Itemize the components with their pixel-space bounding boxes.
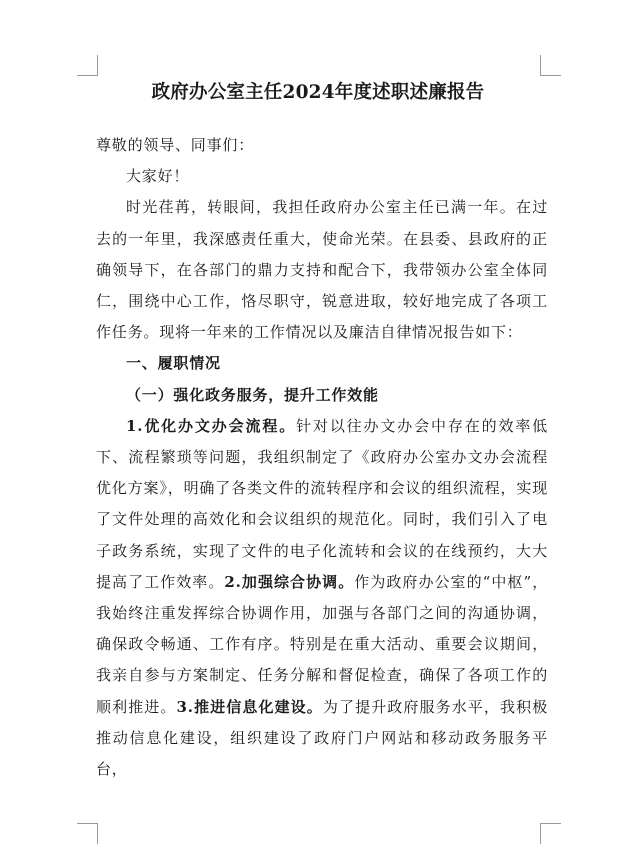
subsection-heading-service: （一）强化政务服务，提升工作效能 <box>126 385 379 404</box>
crop-mark-bottom-right <box>540 823 561 844</box>
crop-mark-bottom-left <box>77 823 98 844</box>
item-3-title: 3.推进信息化建设。 <box>176 697 323 716</box>
section-heading-performance: 一、履职情况 <box>126 354 221 373</box>
crop-mark-top-left <box>77 55 98 76</box>
crop-mark-top-right <box>540 55 561 76</box>
item-1-text: 针对以往办文办会中存在的效率低下、流程繁琐等问题，我组织制定了《政府办公室办文办会流程优化方案》，明确了各类文件的流转程序和会议的组织流程，实现了文件处理的高效化和会议组织的规范化。同时，我们引入了电子政务系统，实现了文件的电子化流转和会议的在线预约，大大提高了工作效率。 <box>96 416 548 591</box>
item-3-text: 为了提升政府服务水平，我积极推动信息化建设，组织建设了政府门户网站和移动政务服务平台， <box>96 697 548 779</box>
item-1-title: 1.优化办文办会流程。 <box>126 416 297 435</box>
body-paragraph-items <box>96 411 548 785</box>
greeting: 大家好！ <box>126 167 190 186</box>
salutation: 尊敬的领导、同事们： <box>96 136 255 154</box>
item-2-text: 作为政府办公室的“中枢”，我始终注重发挥综合协调作用，加强与各部门之间的沟通协调，确保政令畅通、工作有序。特别是在重大活动、重要会议期间，我亲自参与方案制定、任务分解和督促检查，确保了各项工作的顺利推进。 <box>96 572 548 716</box>
document-title: 政府办公室主任2024年度述职述廉报告 <box>151 82 485 103</box>
item-2-title: 2.加强综合协调。 <box>224 572 355 591</box>
intro-paragraph: 时光荏苒，转眼间，我担任政府办公室主任已满一年。在过去的一年里，我深感责任重大，使命光荣。在县委、县政府的正确领导下，在各部门的鼎力支持和配合下，我带领办公室全体同仁，围绕中心工作，恪尽职守，锐意进取，较好地完成了各项工作任务。现将一年来的工作情况以及廉洁自律情况报告如下： <box>96 198 548 342</box>
document-body <box>96 130 548 785</box>
